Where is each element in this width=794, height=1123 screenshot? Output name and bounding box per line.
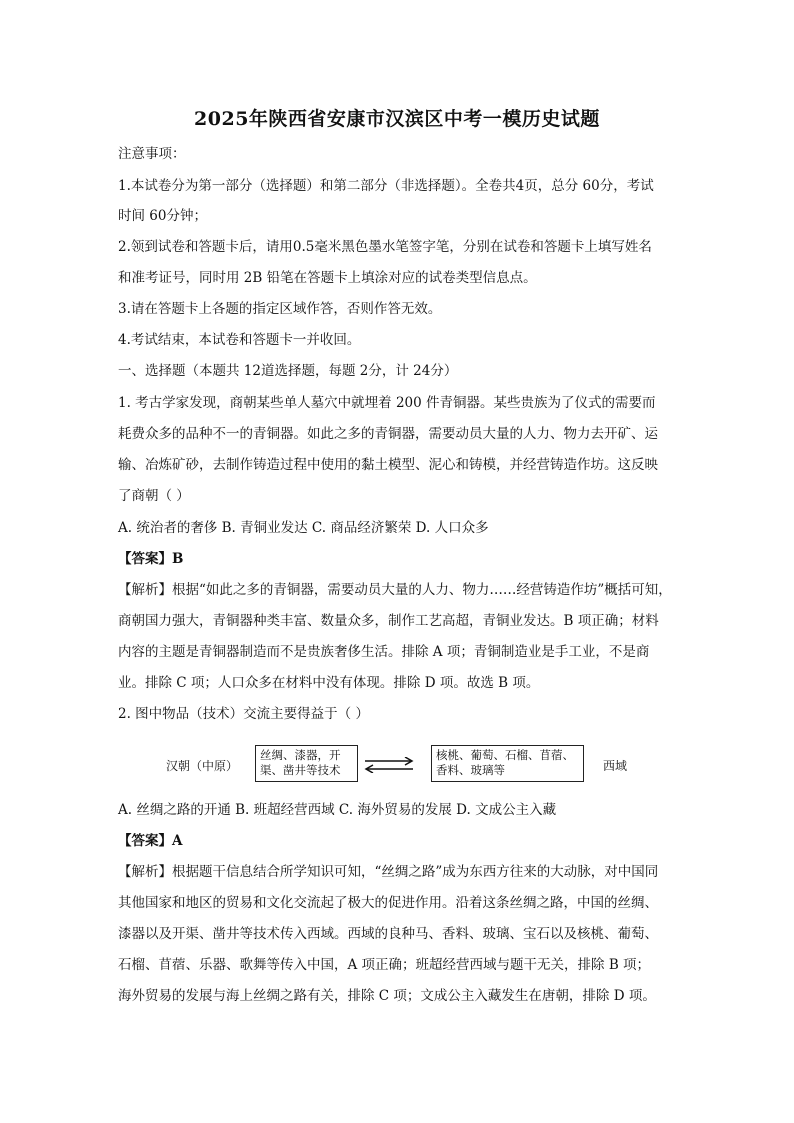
q2-answer: 【答案】A xyxy=(118,833,183,849)
q1-stem: 耗费众多的品种不一的青铜器。如此之多的青铜器，需要动员大量的人力、物力去开矿、运 xyxy=(118,426,658,442)
diagram-right-box-line: 核桃、葡萄、石榴、苜蓿、 xyxy=(436,748,574,762)
section-heading: 一、选择题（本题共 12道选择题，每题 2分，计 24分） xyxy=(118,363,458,379)
diagram-right-box xyxy=(431,745,584,782)
q2-analysis: 漆器以及开渠、凿井等技术传入西域。西域的良种马、香料、玻璃、宝石以及核桃、葡萄、 xyxy=(118,926,658,942)
notice-heading: 注意事项： xyxy=(118,146,186,162)
q2-options: A. 丝绸之路的开通 B. 班超经营西域 C. 海外贸易的发展 D. 文成公主入藏 xyxy=(118,802,557,818)
notice-line: 时间 60分钟； xyxy=(118,208,207,224)
q1-analysis: 【解析】根据“如此之多的青铜器，需要动员大量的人力、物力……经营铸造作坊”概括可知， xyxy=(118,582,672,598)
q2-analysis: 其他国家和地区的贸易和文化交流起了极大的促进作用。沿着这条丝绸之路，中国的丝绸、 xyxy=(118,895,658,911)
page-title: 2025年陕西省安康市汉滨区中考一模历史试题 xyxy=(194,108,600,130)
q2-analysis: 石榴、苜蓿、乐器、歌舞等传入中国，A 项正确；班超经营西域与题干无关，排除 B 项； xyxy=(118,957,651,973)
q1-stem: 1. 考古学家发现，商朝某些单人墓穴中就埋着 200 件青铜器。某些贵族为了仪式的需要而 xyxy=(118,395,656,411)
q1-analysis: 业。排除 C 项；人口众多在材料中没有体现。排除 D 项。故选 B 项。 xyxy=(118,675,540,691)
q1-options: A. 统治者的奢侈 B. 青铜业发达 C. 商品经济繁荣 D. 人口众多 xyxy=(118,520,489,536)
diagram-left-box-line: 丝绸、漆器，开 xyxy=(260,748,341,762)
q2-stem: 2. 图中物品（技术）交流主要得益于（ ） xyxy=(118,706,369,722)
notice-line: 3.请在答题卡上各题的指定区域作答，否则作答无效。 xyxy=(118,301,442,317)
diagram-left-box xyxy=(255,745,358,782)
notice-line: 和准考证号，同时用 2B 铅笔在答题卡上填涂对应的试卷类型信息点。 xyxy=(118,270,537,286)
q2-analysis: 【解析】根据题干信息结合所学知识可知，“丝绸之路”成为东西方往来的大动脉，对中国同 xyxy=(118,864,659,880)
exchange-arrows-icon xyxy=(363,757,415,773)
q1-stem: 了商朝（ ） xyxy=(118,488,190,504)
diagram-right-box-line: 香料、玻璃等 xyxy=(436,763,505,777)
diagram-right-label: 西域 xyxy=(603,759,628,773)
q1-answer: 【答案】B xyxy=(118,551,184,567)
q1-stem: 输、冶炼矿砂，去制作铸造过程中使用的黏土模型、泥心和铸模，并经营铸造作坊。这反映 xyxy=(118,457,658,473)
diagram-left-box-line: 渠、凿井等技术 xyxy=(260,763,341,777)
q1-analysis: 商朝国力强大，青铜器种类丰富、数量众多，制作工艺高超，青铜业发达。B 项正确；材料 xyxy=(118,613,659,629)
notice-line: 4.考试结束，本试卷和答题卡一并收回。 xyxy=(118,332,361,348)
q1-analysis: 内容的主题是青铜器制造而不是贵族奢侈生活。排除 A 项；青铜制造业是手工业，不是商 xyxy=(118,644,650,660)
q2-analysis: 海外贸易的发展与海上丝绸之路有关，排除 C 项；文成公主入藏发生在唐朝，排除 D 项。 xyxy=(118,988,656,1004)
notice-line: 1.本试卷分为第一部分（选择题）和第二部分（非选择题）。全卷共4页，总分 60分，考试 xyxy=(118,178,654,194)
notice-line: 2.领到试卷和答题卡后，请用0.5毫米黑色墨水笔签字笔，分别在试卷和答题卡上填写姓名 xyxy=(118,239,652,255)
diagram-left-label: 汉朝（中原） xyxy=(166,759,239,773)
